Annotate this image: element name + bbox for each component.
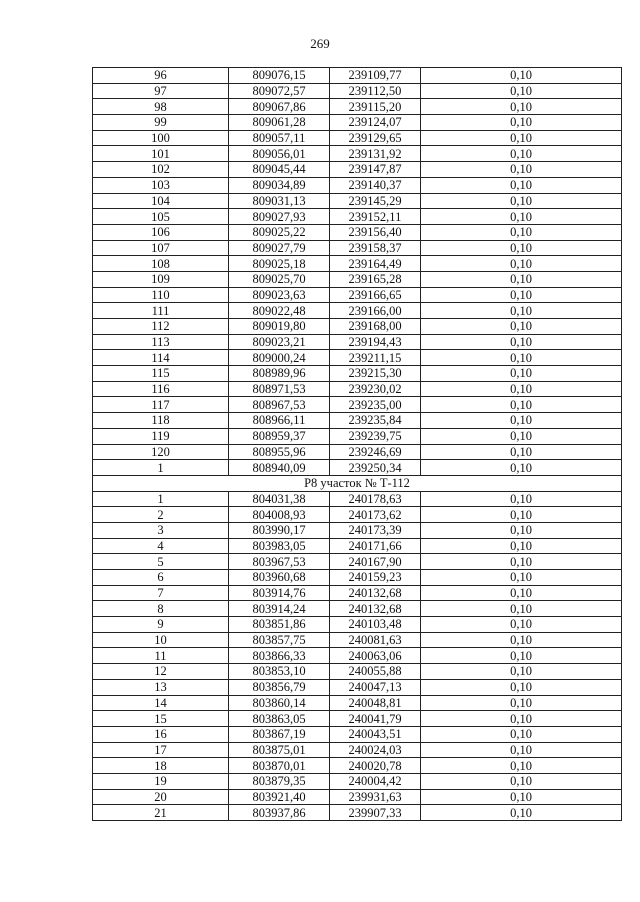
- y-coordinate-cell: 239211,15: [330, 350, 421, 366]
- point-number-cell: 6: [93, 570, 229, 586]
- y-coordinate-cell: 240167,90: [330, 554, 421, 570]
- table-row: [93, 507, 622, 523]
- table-row: [93, 68, 622, 84]
- table-row: [93, 271, 622, 287]
- accuracy-cell: 0,10: [421, 695, 622, 711]
- accuracy-cell: 0,10: [421, 162, 622, 178]
- y-coordinate-cell: 239166,65: [330, 287, 421, 303]
- y-coordinate-cell: 240047,13: [330, 679, 421, 695]
- table-row: [93, 695, 622, 711]
- accuracy-cell: 0,10: [421, 319, 622, 335]
- point-number-cell: 97: [93, 83, 229, 99]
- y-coordinate-cell: 240132,68: [330, 585, 421, 601]
- x-coordinate-cell: 803866,33: [229, 648, 330, 664]
- x-coordinate-cell: 803937,86: [229, 805, 330, 821]
- y-coordinate-cell: 239194,43: [330, 334, 421, 350]
- y-coordinate-cell: 240048,81: [330, 695, 421, 711]
- table-row: [93, 256, 622, 272]
- point-number-cell: 1: [93, 460, 229, 476]
- section-title: Р8 участок № Т-112: [93, 475, 622, 491]
- x-coordinate-cell: 808966,11: [229, 413, 330, 429]
- accuracy-cell: 0,10: [421, 99, 622, 115]
- table-row: [93, 366, 622, 382]
- x-coordinate-cell: 808967,53: [229, 397, 330, 413]
- x-coordinate-cell: 804031,38: [229, 491, 330, 507]
- y-coordinate-cell: 239131,92: [330, 146, 421, 162]
- accuracy-cell: 0,10: [421, 742, 622, 758]
- table-row: [93, 491, 622, 507]
- accuracy-cell: 0,10: [421, 256, 622, 272]
- accuracy-cell: 0,10: [421, 632, 622, 648]
- table-row: [93, 632, 622, 648]
- point-number-cell: 8: [93, 601, 229, 617]
- y-coordinate-cell: 239250,34: [330, 460, 421, 476]
- accuracy-cell: 0,10: [421, 538, 622, 554]
- point-number-cell: 96: [93, 68, 229, 84]
- x-coordinate-cell: 809034,89: [229, 177, 330, 193]
- y-coordinate-cell: 240055,88: [330, 664, 421, 680]
- y-coordinate-cell: 240043,51: [330, 726, 421, 742]
- x-coordinate-cell: 803851,86: [229, 617, 330, 633]
- accuracy-cell: 0,10: [421, 287, 622, 303]
- table-row: [93, 381, 622, 397]
- y-coordinate-cell: 239230,02: [330, 381, 421, 397]
- y-coordinate-cell: 239235,84: [330, 413, 421, 429]
- y-coordinate-cell: 240171,66: [330, 538, 421, 554]
- table-row: [93, 460, 622, 476]
- x-coordinate-cell: 809057,11: [229, 130, 330, 146]
- table-row: [93, 99, 622, 115]
- point-number-cell: 10: [93, 632, 229, 648]
- point-number-cell: 7: [93, 585, 229, 601]
- accuracy-cell: 0,10: [421, 585, 622, 601]
- accuracy-cell: 0,10: [421, 177, 622, 193]
- page-number: 269: [310, 36, 330, 51]
- table-row: [93, 224, 622, 240]
- accuracy-cell: 0,10: [421, 397, 622, 413]
- point-number-cell: 115: [93, 366, 229, 382]
- table-row: [93, 350, 622, 366]
- table-row: [93, 617, 622, 633]
- point-number-cell: 109: [93, 271, 229, 287]
- point-number-cell: 119: [93, 428, 229, 444]
- y-coordinate-cell: 240020,78: [330, 758, 421, 774]
- y-coordinate-cell: 239145,29: [330, 193, 421, 209]
- x-coordinate-cell: 803914,76: [229, 585, 330, 601]
- accuracy-cell: 0,10: [421, 570, 622, 586]
- accuracy-cell: 0,10: [421, 726, 622, 742]
- table-row: [93, 177, 622, 193]
- x-coordinate-cell: 803870,01: [229, 758, 330, 774]
- y-coordinate-cell: 239907,33: [330, 805, 421, 821]
- table-row: [93, 413, 622, 429]
- table-row: [93, 209, 622, 225]
- x-coordinate-cell: 809027,79: [229, 240, 330, 256]
- section-row: [93, 475, 622, 491]
- table-row: [93, 585, 622, 601]
- table-row: [93, 303, 622, 319]
- accuracy-cell: 0,10: [421, 209, 622, 225]
- accuracy-cell: 0,10: [421, 789, 622, 805]
- table-row: [93, 444, 622, 460]
- x-coordinate-cell: 809025,70: [229, 271, 330, 287]
- y-coordinate-cell: 239112,50: [330, 83, 421, 99]
- accuracy-cell: 0,10: [421, 193, 622, 209]
- point-number-cell: 1: [93, 491, 229, 507]
- point-number-cell: 104: [93, 193, 229, 209]
- coordinates-table: [92, 67, 622, 821]
- point-number-cell: 116: [93, 381, 229, 397]
- y-coordinate-cell: 240132,68: [330, 601, 421, 617]
- x-coordinate-cell: 803914,24: [229, 601, 330, 617]
- x-coordinate-cell: 809023,63: [229, 287, 330, 303]
- x-coordinate-cell: 803863,05: [229, 711, 330, 727]
- y-coordinate-cell: 239239,75: [330, 428, 421, 444]
- x-coordinate-cell: 808959,37: [229, 428, 330, 444]
- x-coordinate-cell: 803967,53: [229, 554, 330, 570]
- accuracy-cell: 0,10: [421, 381, 622, 397]
- accuracy-cell: 0,10: [421, 711, 622, 727]
- point-number-cell: 9: [93, 617, 229, 633]
- point-number-cell: 100: [93, 130, 229, 146]
- point-number-cell: 16: [93, 726, 229, 742]
- point-number-cell: 114: [93, 350, 229, 366]
- x-coordinate-cell: 809056,01: [229, 146, 330, 162]
- point-number-cell: 101: [93, 146, 229, 162]
- y-coordinate-cell: 239215,30: [330, 366, 421, 382]
- y-coordinate-cell: 239164,49: [330, 256, 421, 272]
- y-coordinate-cell: 240041,79: [330, 711, 421, 727]
- accuracy-cell: 0,10: [421, 601, 622, 617]
- y-coordinate-cell: 239931,63: [330, 789, 421, 805]
- point-number-cell: 107: [93, 240, 229, 256]
- y-coordinate-cell: 239156,40: [330, 224, 421, 240]
- point-number-cell: 18: [93, 758, 229, 774]
- accuracy-cell: 0,10: [421, 617, 622, 633]
- point-number-cell: 13: [93, 679, 229, 695]
- table-row: [93, 319, 622, 335]
- x-coordinate-cell: 803856,79: [229, 679, 330, 695]
- y-coordinate-cell: 239152,11: [330, 209, 421, 225]
- accuracy-cell: 0,10: [421, 350, 622, 366]
- point-number-cell: 111: [93, 303, 229, 319]
- accuracy-cell: 0,10: [421, 428, 622, 444]
- y-coordinate-cell: 239235,00: [330, 397, 421, 413]
- point-number-cell: 106: [93, 224, 229, 240]
- accuracy-cell: 0,10: [421, 271, 622, 287]
- point-number-cell: 118: [93, 413, 229, 429]
- point-number-cell: 11: [93, 648, 229, 664]
- x-coordinate-cell: 809067,86: [229, 99, 330, 115]
- table-row: [93, 711, 622, 727]
- table-row: [93, 162, 622, 178]
- point-number-cell: 14: [93, 695, 229, 711]
- accuracy-cell: 0,10: [421, 68, 622, 84]
- y-coordinate-cell: 240024,03: [330, 742, 421, 758]
- accuracy-cell: 0,10: [421, 507, 622, 523]
- table-row: [93, 334, 622, 350]
- accuracy-cell: 0,10: [421, 146, 622, 162]
- point-number-cell: 99: [93, 115, 229, 131]
- point-number-cell: 21: [93, 805, 229, 821]
- y-coordinate-cell: 239166,00: [330, 303, 421, 319]
- accuracy-cell: 0,10: [421, 522, 622, 538]
- x-coordinate-cell: 809019,80: [229, 319, 330, 335]
- point-number-cell: 120: [93, 444, 229, 460]
- point-number-cell: 110: [93, 287, 229, 303]
- table-row: [93, 193, 622, 209]
- point-number-cell: 113: [93, 334, 229, 350]
- table-row: [93, 570, 622, 586]
- x-coordinate-cell: 803921,40: [229, 789, 330, 805]
- y-coordinate-cell: 240173,62: [330, 507, 421, 523]
- y-coordinate-cell: 240063,06: [330, 648, 421, 664]
- y-coordinate-cell: 239109,77: [330, 68, 421, 84]
- table-row: [93, 130, 622, 146]
- x-coordinate-cell: 808971,53: [229, 381, 330, 397]
- y-coordinate-cell: 240178,63: [330, 491, 421, 507]
- accuracy-cell: 0,10: [421, 303, 622, 319]
- table-row: [93, 554, 622, 570]
- point-number-cell: 108: [93, 256, 229, 272]
- y-coordinate-cell: 239140,37: [330, 177, 421, 193]
- point-number-cell: 117: [93, 397, 229, 413]
- table-row: [93, 428, 622, 444]
- x-coordinate-cell: 803875,01: [229, 742, 330, 758]
- x-coordinate-cell: 809061,28: [229, 115, 330, 131]
- x-coordinate-cell: 808940,09: [229, 460, 330, 476]
- accuracy-cell: 0,10: [421, 758, 622, 774]
- accuracy-cell: 0,10: [421, 444, 622, 460]
- x-coordinate-cell: 803867,19: [229, 726, 330, 742]
- table-row: [93, 679, 622, 695]
- accuracy-cell: 0,10: [421, 460, 622, 476]
- table-row: [93, 758, 622, 774]
- table-row: [93, 789, 622, 805]
- point-number-cell: 15: [93, 711, 229, 727]
- x-coordinate-cell: 809027,93: [229, 209, 330, 225]
- y-coordinate-cell: 240103,48: [330, 617, 421, 633]
- point-number-cell: 19: [93, 773, 229, 789]
- x-coordinate-cell: 803860,14: [229, 695, 330, 711]
- table-row: [93, 522, 622, 538]
- point-number-cell: 20: [93, 789, 229, 805]
- accuracy-cell: 0,10: [421, 648, 622, 664]
- accuracy-cell: 0,10: [421, 805, 622, 821]
- table-row: [93, 146, 622, 162]
- y-coordinate-cell: 240173,39: [330, 522, 421, 538]
- x-coordinate-cell: 803990,17: [229, 522, 330, 538]
- table-row: [93, 83, 622, 99]
- accuracy-cell: 0,10: [421, 773, 622, 789]
- point-number-cell: 98: [93, 99, 229, 115]
- y-coordinate-cell: 239165,28: [330, 271, 421, 287]
- accuracy-cell: 0,10: [421, 240, 622, 256]
- y-coordinate-cell: 239158,37: [330, 240, 421, 256]
- table-row: [93, 601, 622, 617]
- accuracy-cell: 0,10: [421, 334, 622, 350]
- x-coordinate-cell: 809076,15: [229, 68, 330, 84]
- x-coordinate-cell: 809022,48: [229, 303, 330, 319]
- y-coordinate-cell: 239246,69: [330, 444, 421, 460]
- table-row: [93, 773, 622, 789]
- accuracy-cell: 0,10: [421, 130, 622, 146]
- accuracy-cell: 0,10: [421, 554, 622, 570]
- accuracy-cell: 0,10: [421, 664, 622, 680]
- table-row: [93, 115, 622, 131]
- accuracy-cell: 0,10: [421, 366, 622, 382]
- table-row: [93, 664, 622, 680]
- x-coordinate-cell: 803857,75: [229, 632, 330, 648]
- accuracy-cell: 0,10: [421, 224, 622, 240]
- point-number-cell: 2: [93, 507, 229, 523]
- x-coordinate-cell: 803853,10: [229, 664, 330, 680]
- y-coordinate-cell: 239129,65: [330, 130, 421, 146]
- x-coordinate-cell: 809025,18: [229, 256, 330, 272]
- x-coordinate-cell: 809000,24: [229, 350, 330, 366]
- accuracy-cell: 0,10: [421, 115, 622, 131]
- y-coordinate-cell: 239147,87: [330, 162, 421, 178]
- y-coordinate-cell: 240159,23: [330, 570, 421, 586]
- x-coordinate-cell: 809023,21: [229, 334, 330, 350]
- point-number-cell: 103: [93, 177, 229, 193]
- x-coordinate-cell: 809072,57: [229, 83, 330, 99]
- point-number-cell: 5: [93, 554, 229, 570]
- x-coordinate-cell: 809045,44: [229, 162, 330, 178]
- x-coordinate-cell: 809031,13: [229, 193, 330, 209]
- table-row: [93, 742, 622, 758]
- table-row: [93, 240, 622, 256]
- x-coordinate-cell: 809025,22: [229, 224, 330, 240]
- point-number-cell: 4: [93, 538, 229, 554]
- accuracy-cell: 0,10: [421, 679, 622, 695]
- x-coordinate-cell: 803960,68: [229, 570, 330, 586]
- y-coordinate-cell: 239124,07: [330, 115, 421, 131]
- accuracy-cell: 0,10: [421, 413, 622, 429]
- point-number-cell: 112: [93, 319, 229, 335]
- x-coordinate-cell: 803879,35: [229, 773, 330, 789]
- x-coordinate-cell: 808955,96: [229, 444, 330, 460]
- y-coordinate-cell: 240081,63: [330, 632, 421, 648]
- y-coordinate-cell: 239115,20: [330, 99, 421, 115]
- table-row: [93, 648, 622, 664]
- accuracy-cell: 0,10: [421, 491, 622, 507]
- accuracy-cell: 0,10: [421, 83, 622, 99]
- y-coordinate-cell: 240004,42: [330, 773, 421, 789]
- point-number-cell: 12: [93, 664, 229, 680]
- table-row: [93, 287, 622, 303]
- x-coordinate-cell: 803983,05: [229, 538, 330, 554]
- point-number-cell: 17: [93, 742, 229, 758]
- x-coordinate-cell: 808989,96: [229, 366, 330, 382]
- point-number-cell: 3: [93, 522, 229, 538]
- point-number-cell: 102: [93, 162, 229, 178]
- x-coordinate-cell: 804008,93: [229, 507, 330, 523]
- coordinates-table-body: [93, 68, 622, 821]
- table-row: [93, 726, 622, 742]
- table-row: [93, 805, 622, 821]
- point-number-cell: 105: [93, 209, 229, 225]
- table-row: [93, 538, 622, 554]
- table-row: [93, 397, 622, 413]
- y-coordinate-cell: 239168,00: [330, 319, 421, 335]
